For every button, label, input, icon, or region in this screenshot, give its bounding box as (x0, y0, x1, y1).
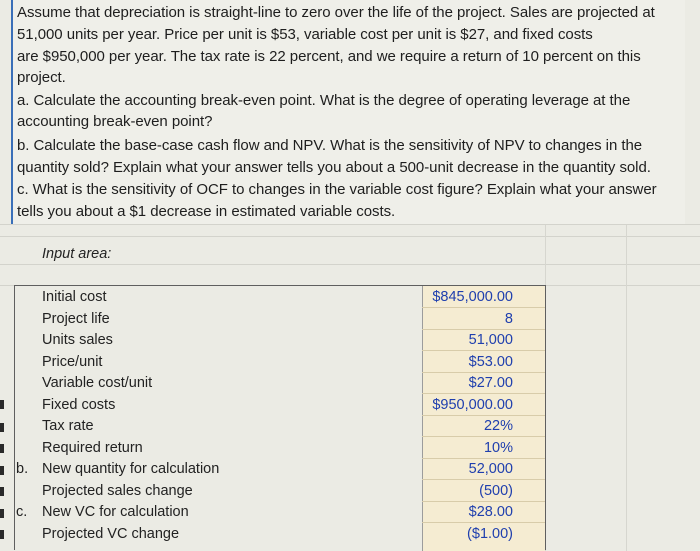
part-letter: b. (16, 461, 29, 477)
grid-line (0, 236, 700, 237)
problem-statement (11, 0, 685, 224)
input-label: Fixed costs (42, 397, 116, 413)
part-letter: c. (16, 504, 28, 520)
problem-line: c. What is the sensitivity of OCF to changes in the variable cost figure? Explain what your answer (17, 181, 657, 198)
input-value-cell[interactable]: $53.00 (468, 354, 513, 370)
table-row (0, 373, 700, 395)
input-value-cell[interactable]: $28.00 (468, 504, 513, 520)
table-row (0, 395, 700, 417)
input-label: Projected VC change (42, 526, 180, 542)
problem-line: b. Calculate the base-case cash flow and NPV. What is the sensitivity of NPV to changes in the (17, 137, 643, 154)
problem-line: 51,000 units per year. Price per unit is $53, variable cost per unit is $27, and fixed costs (17, 26, 593, 43)
input-label: Price/unit (42, 354, 103, 370)
input-label: Required return (42, 440, 143, 456)
table-row (0, 524, 700, 546)
table-row (0, 309, 700, 331)
input-value-cell[interactable]: ($1.00) (467, 526, 513, 542)
table-row (0, 416, 700, 438)
problem-line: Assume that depreciation is straight-line to zero over the life of the project. Sales are projected at (17, 4, 655, 21)
input-value-cell[interactable]: 8 (504, 311, 513, 327)
input-label: New quantity for calculation (42, 461, 220, 477)
input-value-cell[interactable]: 51,000 (468, 332, 513, 348)
input-label: Project life (42, 311, 110, 327)
problem-line: accounting break-even point? (17, 113, 213, 130)
table-row (0, 459, 700, 481)
input-label: Projected sales change (42, 483, 193, 499)
grid-line (0, 224, 700, 225)
input-value-cell[interactable]: $27.00 (468, 375, 513, 391)
input-label: New VC for calculation (42, 504, 189, 520)
problem-line: project. (17, 69, 66, 86)
input-label: Tax rate (42, 418, 94, 434)
input-value-cell[interactable]: 22% (483, 418, 513, 434)
table-row (0, 352, 700, 374)
grid-line (0, 264, 700, 265)
input-label: Initial cost (42, 289, 107, 305)
input-value-cell[interactable]: 10% (483, 440, 513, 456)
problem-line: tells you about a $1 decrease in estimated variable costs. (17, 203, 396, 220)
table-row (0, 287, 700, 309)
input-label: Units sales (42, 332, 113, 348)
table-row (0, 438, 700, 460)
input-label: Variable cost/unit (42, 375, 153, 391)
table-row (0, 330, 700, 352)
problem-line: quantity sold? Explain what your answer tells you about a 500-unit decrease in the quantity sold. (17, 159, 651, 176)
problem-line: are $950,000 per year. The tax rate is 22 percent, and we require a return of 10 percent on this (17, 48, 641, 65)
input-value-cell[interactable]: 52,000 (468, 461, 513, 477)
input-value-cell[interactable]: $950,000.00 (432, 397, 513, 413)
table-row (0, 481, 700, 503)
problem-line: a. Calculate the accounting break-even point. What is the degree of operating leverage at the (17, 92, 631, 109)
input-value-cell[interactable]: $845,000.00 (432, 289, 513, 305)
input-area-label: Input area: (42, 246, 112, 262)
input-value-cell[interactable]: (500) (479, 483, 513, 499)
table-row (0, 502, 700, 524)
